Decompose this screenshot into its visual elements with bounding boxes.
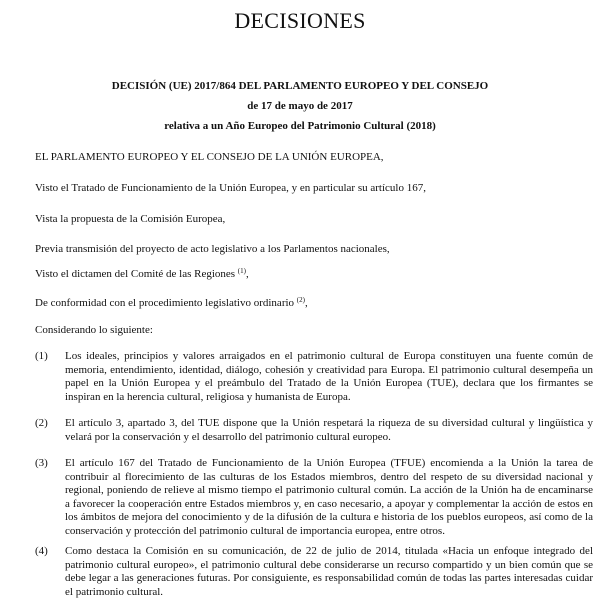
- recital-text: Los ideales, principios y valores arraigados en el patrimonio cultural de Europa constituyen una fuente común de memoria, entendimiento, identidad, diálogo, cohesión y creatividad para Europa. El patrimonio cultural desempeña un papel en la Unión Europea y el preámbulo del Tratado de la Unión Europea (TUE), declara que los firmantes se inspiran en la herencia cultural, religiosa y humanista de Europa.: [65, 350, 593, 403]
- preamble-treaty: Visto el Tratado de Funcionamiento de la Unión Europea, y en particular su artículo 167,: [35, 182, 426, 194]
- footnote-ref-2[interactable]: (2): [296, 296, 305, 304]
- recital-text: El artículo 3, apartado 3, del TUE dispone que la Unión respetará la riqueza de su diversidad cultural y lingüística y velará por la conservación y el desarrollo del patrimonio cultural europeo.: [65, 417, 593, 443]
- footnote-ref-1[interactable]: (1): [237, 267, 246, 275]
- recital-text: Como destaca la Comisión en su comunicación, de 22 de julio de 2014, titulada «Hacia un enfoque integrado del patrimonio cultural europeo», el patrimonio cultural debe considerarse un recurso compartido y un bien común que se debe legar a las generaciones futuras. Por consiguiente, es responsabilidad común de todas las partes interesadas cuidar el patrimonio cultural.: [65, 545, 593, 598]
- preamble-proposal: Vista la propuesta de la Comisión Europea,: [35, 213, 226, 225]
- preamble-opinion-end: ,: [245, 268, 249, 280]
- recital-number: (3): [35, 457, 48, 469]
- decision-subject: relativa a un Año Europeo del Patrimonio Cultural (2018): [164, 120, 436, 132]
- decision-title: DECISIÓN (UE) 2017/864 DEL PARLAMENTO EUROPEO Y DEL CONSEJO: [111, 80, 489, 92]
- preamble-transmission: Previa transmisión del proyecto de acto legislativo a los Parlamentos nacionales,: [35, 243, 390, 255]
- preamble-procedure: [35, 296, 565, 310]
- section-title: DECISIONES: [234, 8, 366, 33]
- preamble-authors: EL PARLAMENTO EUROPEO Y EL CONSEJO DE LA UNIÓN EUROPEA,: [35, 151, 384, 163]
- preamble-whereas: Considerando lo siguiente:: [35, 324, 153, 336]
- preamble-procedure-text: De conformidad con el procedimiento legislativo ordinario: [35, 297, 295, 309]
- preamble-opinion: [35, 267, 565, 281]
- preamble-procedure-end: ,: [304, 297, 308, 309]
- recital-number: (1): [35, 350, 48, 362]
- recital-text: El artículo 167 del Tratado de Funcionamiento de la Unión Europea (TFUE) encomienda a la Unión la tarea de contribuir al florecimiento de las culturas de los Estados miembros, dentro del respeto de su diversidad nacional y regional, poniendo de relieve al mismo tiempo el patrimonio cultural común. La acción de la Unión ha de encaminarse a favorecer la cooperación entre Estados miembros y, en caso necesario, a apoyar y complementar la acción de estos en los ámbitos de mejora del conocimiento y de la difusión de la cultura e historia de los pueblos europeos, así como de la conservación y protección del patrimonio cultural de importancia europea, entre otros.: [65, 457, 593, 537]
- preamble-opinion-text: Visto el dictamen del Comité de las Regiones: [35, 268, 236, 280]
- recital-number: (4): [35, 545, 48, 557]
- decision-date: de 17 de mayo de 2017: [247, 100, 353, 112]
- recital-number: (2): [35, 417, 48, 429]
